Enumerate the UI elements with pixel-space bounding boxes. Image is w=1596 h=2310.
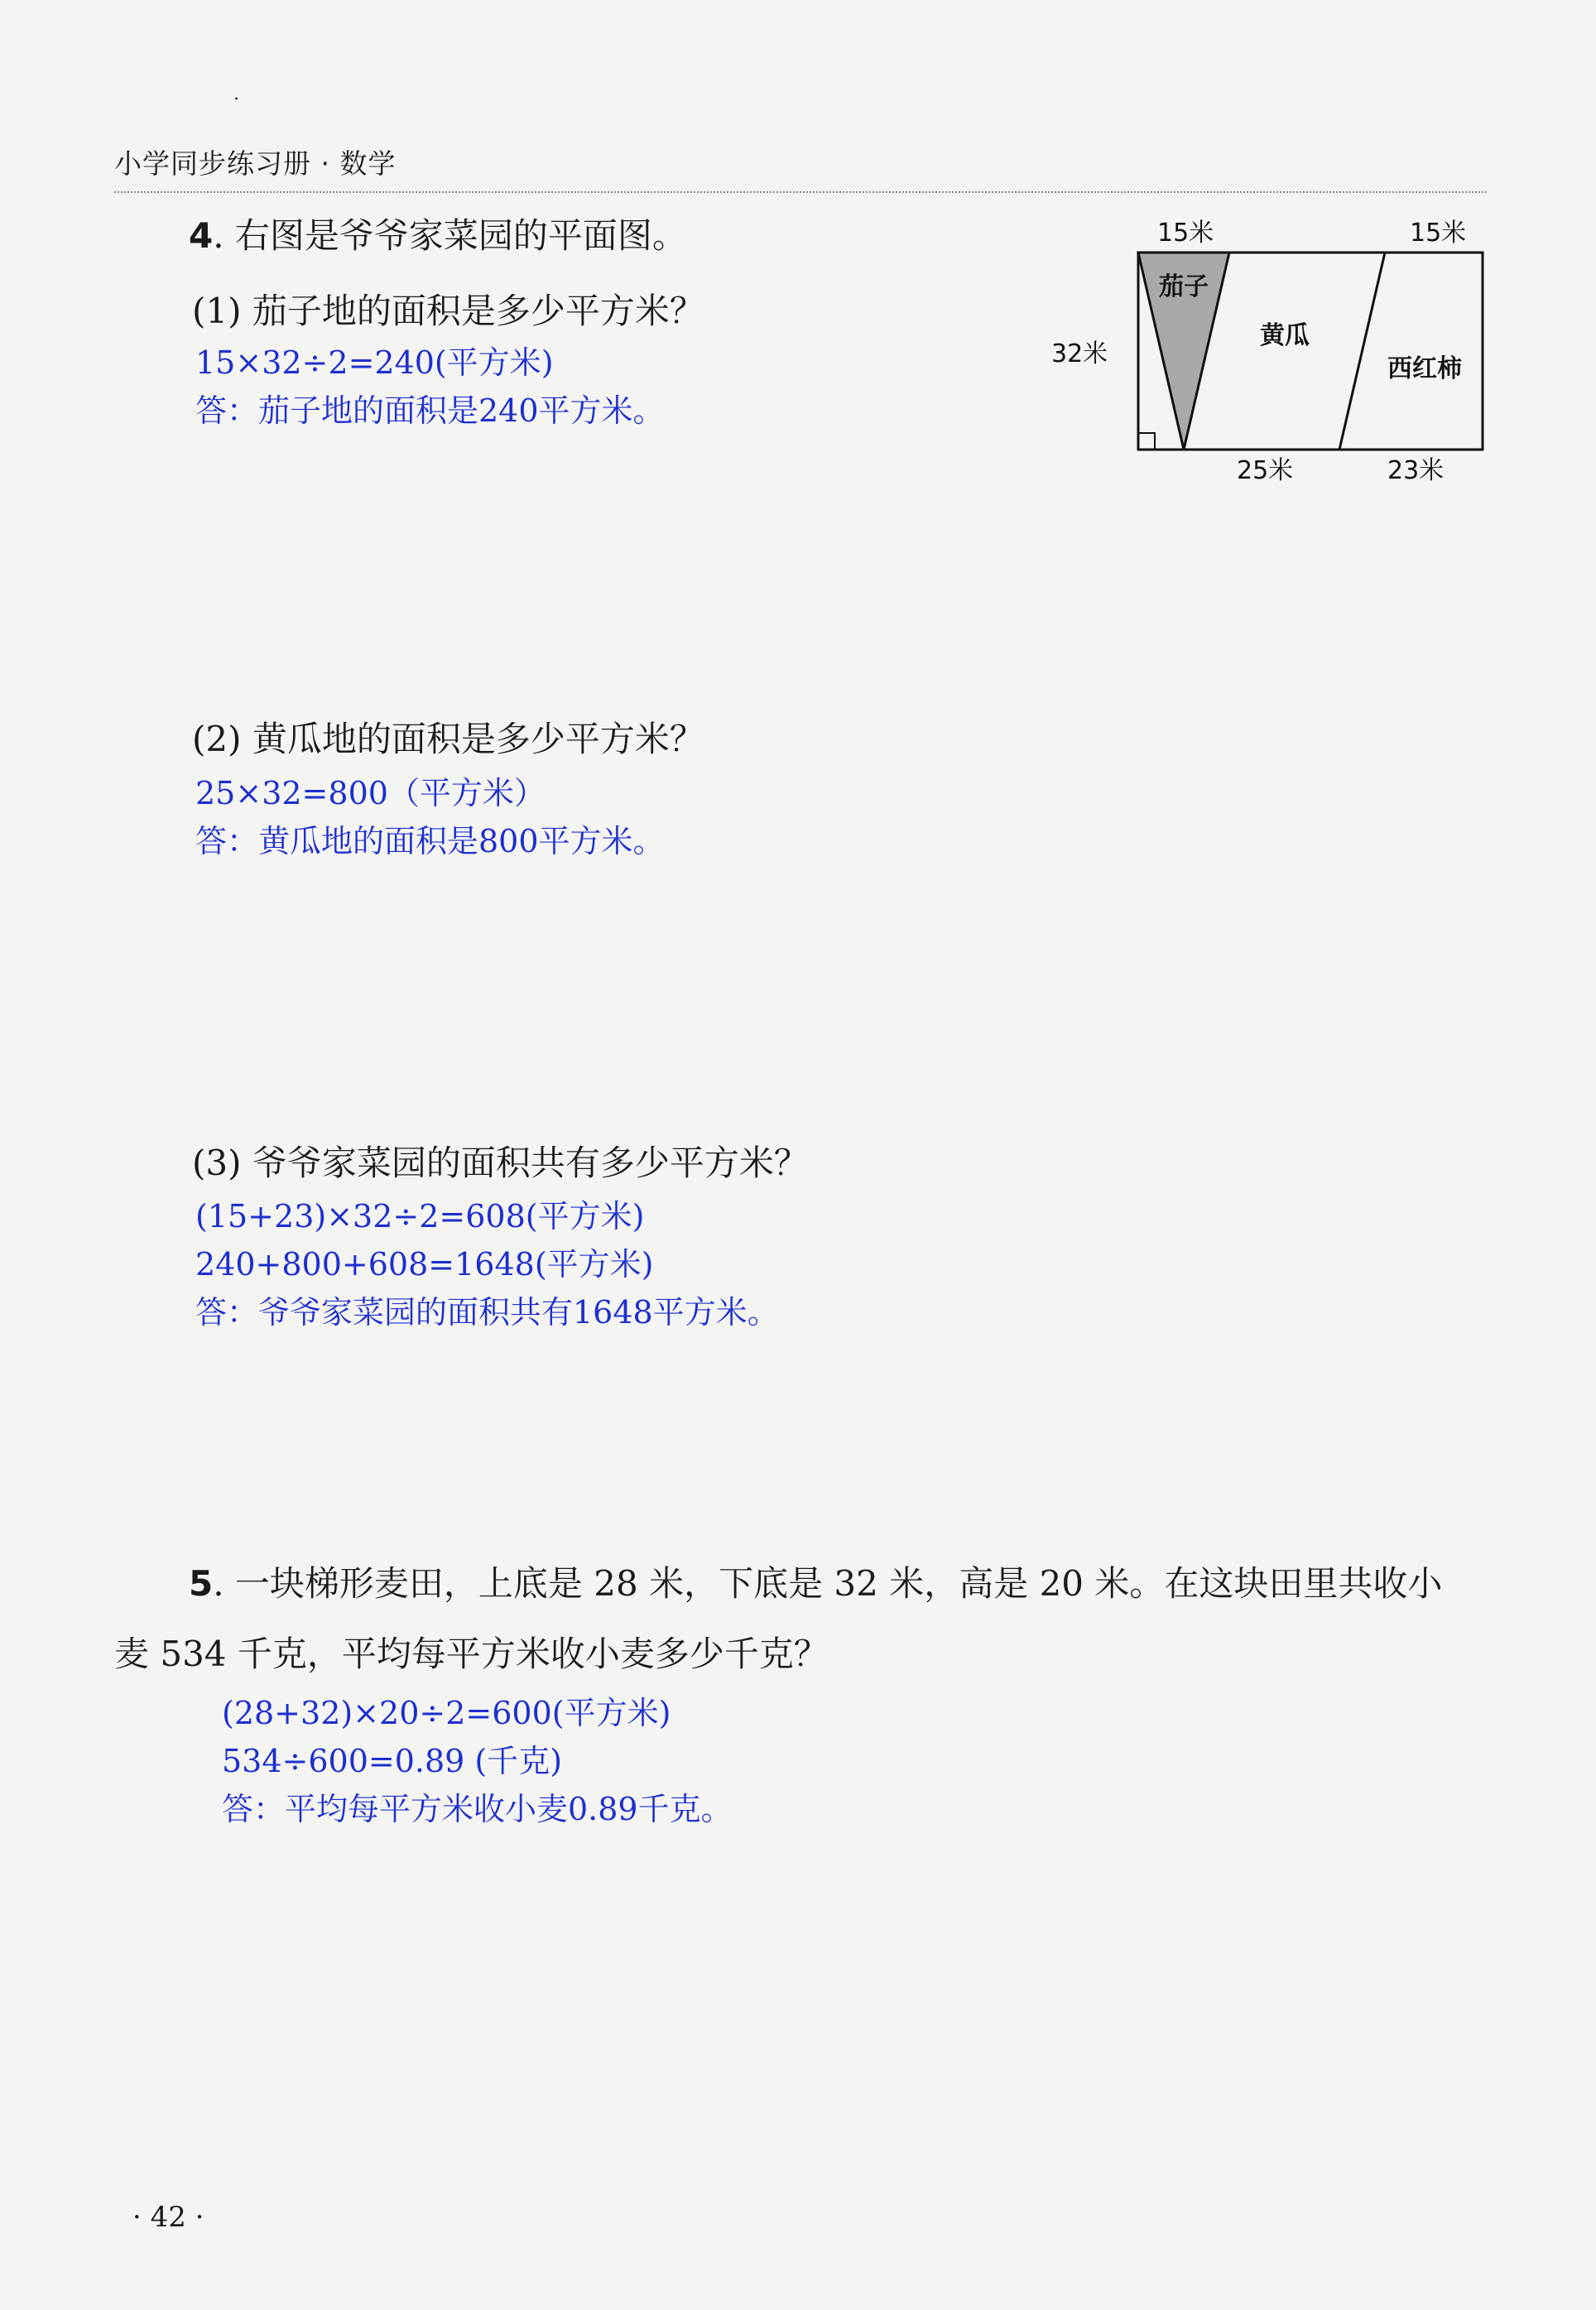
answer-line: 答：茄子地的面积是240平方米。: [195, 392, 665, 429]
q5-answer: [222, 1689, 733, 1833]
label-tomato: 西红柿: [1387, 354, 1462, 383]
top-dot: ·: [233, 89, 239, 110]
label-bottom-right: 23米: [1387, 456, 1445, 485]
garden-diagram: [1043, 211, 1507, 493]
page-header: 小学同步练习册 · 数学: [114, 142, 1487, 193]
label-eggplant: 茄子: [1159, 272, 1209, 301]
answer-line: 答：黄瓜地的面积是800平方米。: [195, 823, 665, 859]
q4-sub2-answer: [195, 769, 665, 865]
q5-text-line1: . 一块梯形麦田，上底是 28 米，下底是 32 米，高是 20 米。在这块田里共收小: [213, 1563, 1443, 1604]
cucumber-tomato-divider: [1339, 253, 1385, 450]
label-cucumber: 黄瓜: [1260, 321, 1310, 350]
label-height: 32米: [1051, 339, 1108, 368]
q4-sub3-answer: [195, 1192, 779, 1336]
q5-line1: [189, 1557, 1442, 1606]
answer-line: 答：爷爷家菜园的面积共有1648平方米。: [195, 1294, 779, 1331]
q4-sub1-question: (1) 茄子地的面积是多少平方米？: [192, 291, 704, 331]
q4-text: . 右图是爷爷家菜园的平面图。: [213, 215, 687, 256]
answer-line: (15+23)×32÷2=608(平方米): [195, 1198, 645, 1234]
page-number: · 42 ·: [132, 2201, 204, 2234]
answer-line: (28+32)×20÷2=600(平方米): [222, 1695, 671, 1731]
answer-line: 15×32÷2=240(平方米): [195, 344, 554, 381]
answer-line: 答：平均每平方米收小麦0.89千克。: [222, 1791, 733, 1827]
answer-line: 25×32=800（平方米）: [195, 775, 546, 811]
label-top-right: 15米: [1410, 219, 1467, 248]
q4-sub3-question: (3) 爷爷家菜园的面积共有多少平方米？: [192, 1143, 809, 1183]
label-bottom-mid: 25米: [1237, 456, 1294, 485]
answer-line: 534÷600=0.89 (千克): [222, 1743, 563, 1779]
answer-line: 240+800+608=1648(平方米): [195, 1246, 654, 1283]
q4-sub2-question: (2) 黄瓜地的面积是多少平方米？: [192, 719, 704, 759]
label-top-left: 15米: [1157, 219, 1214, 248]
right-angle-mark: [1138, 433, 1155, 450]
q4-number: 4: [189, 215, 214, 256]
q4-title: [189, 209, 687, 258]
q5-line2: 麦 534 千克，平均每平方米收小麦多少千克？: [114, 1634, 829, 1674]
q4-sub1-answer: [195, 339, 665, 435]
q5-number: 5: [189, 1563, 214, 1604]
